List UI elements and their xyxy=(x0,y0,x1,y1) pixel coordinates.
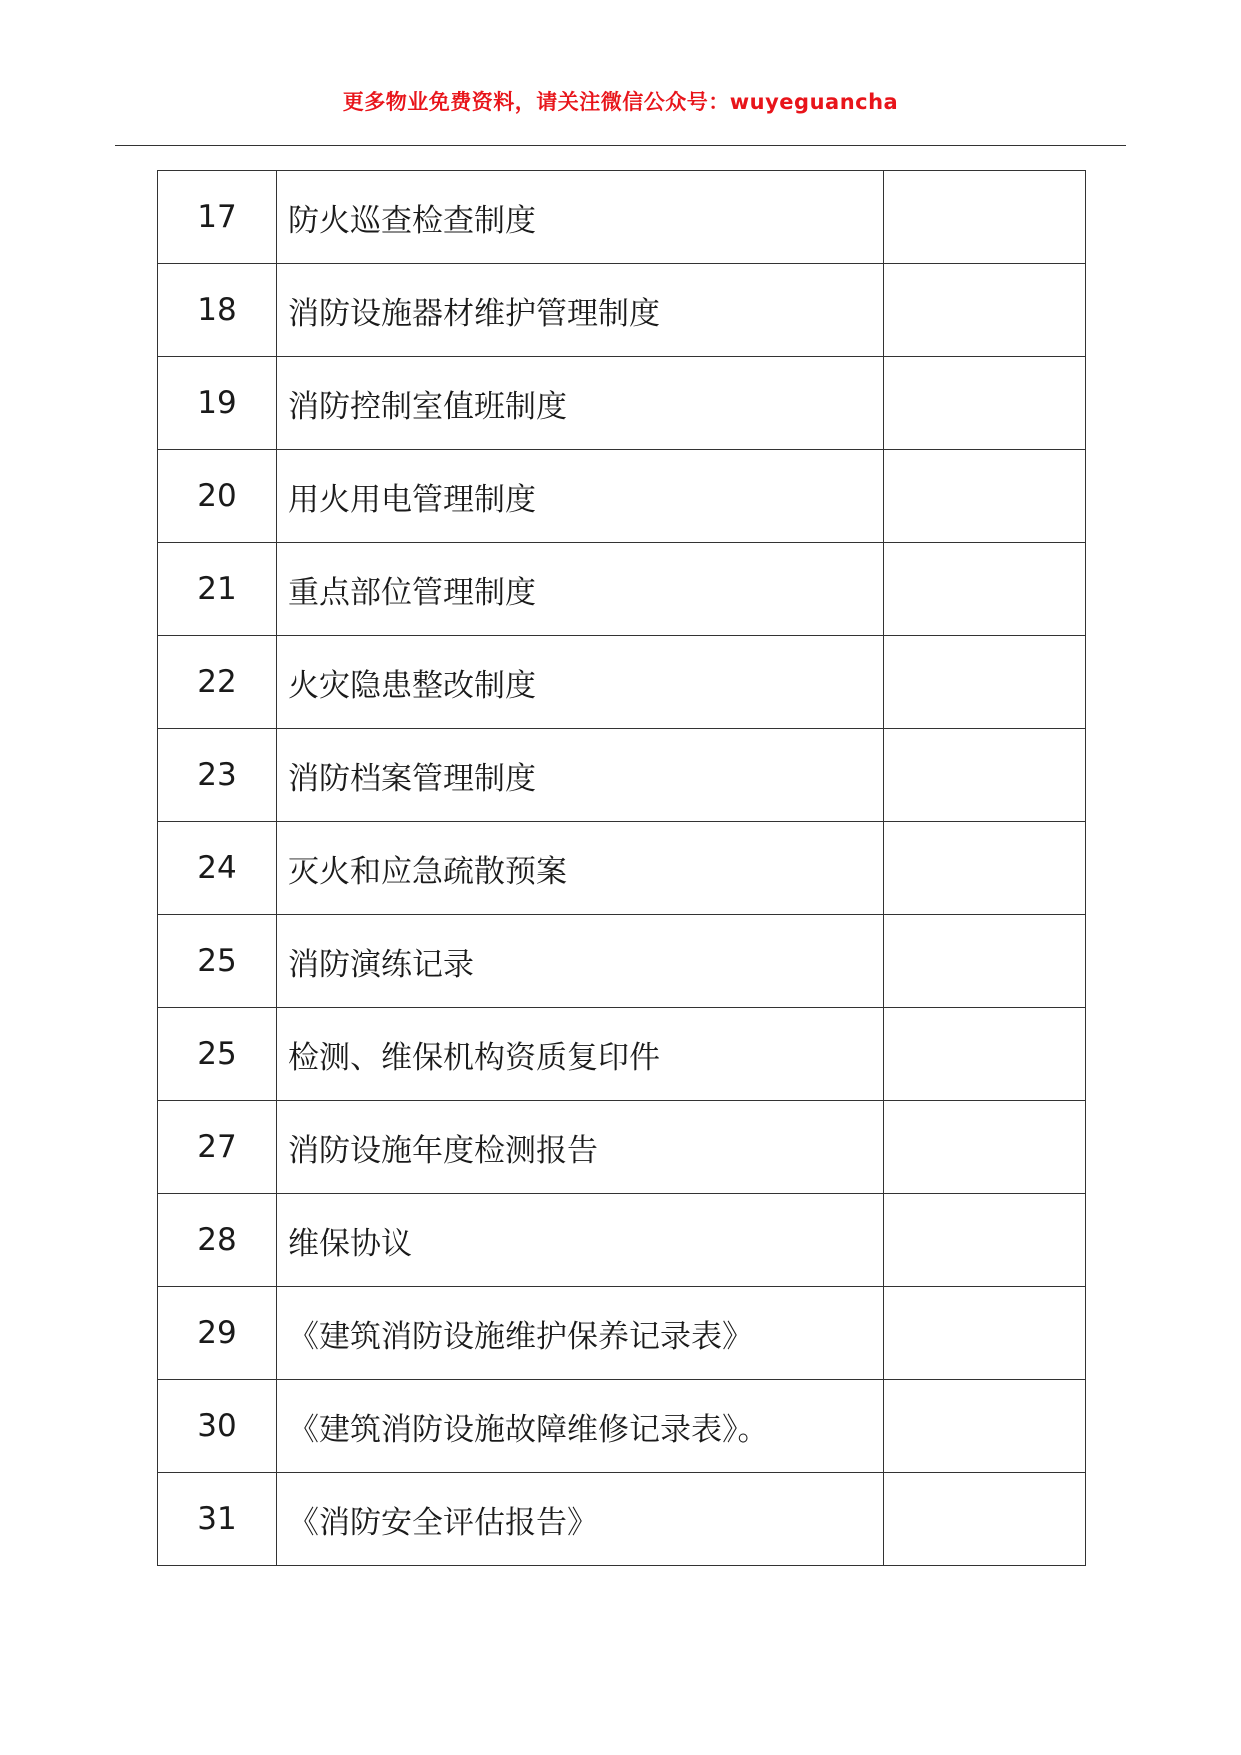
row-number-cell: 31 xyxy=(158,1473,277,1566)
row-number-cell: 21 xyxy=(158,543,277,636)
row-remark-cell xyxy=(884,450,1086,543)
row-item-cell: 防火巡查检查制度 xyxy=(277,171,884,264)
table-row xyxy=(158,915,1086,1008)
table-body xyxy=(158,171,1086,1566)
row-number-cell: 27 xyxy=(158,1101,277,1194)
row-remark-cell xyxy=(884,1380,1086,1473)
row-item-cell: 消防控制室值班制度 xyxy=(277,357,884,450)
table-row xyxy=(158,1473,1086,1566)
row-item-cell: 用火用电管理制度 xyxy=(277,450,884,543)
row-item-cell: 消防设施器材维护管理制度 xyxy=(277,264,884,357)
table-row xyxy=(158,357,1086,450)
table-row xyxy=(158,1380,1086,1473)
row-item-cell: 消防演练记录 xyxy=(277,915,884,1008)
row-item-cell: 《消防安全评估报告》 xyxy=(277,1473,884,1566)
row-remark-cell xyxy=(884,822,1086,915)
row-item-cell: 火灾隐患整改制度 xyxy=(277,636,884,729)
row-remark-cell xyxy=(884,1473,1086,1566)
row-remark-cell xyxy=(884,543,1086,636)
row-number-cell: 25 xyxy=(158,915,277,1008)
row-remark-cell xyxy=(884,915,1086,1008)
table-row xyxy=(158,171,1086,264)
table-row xyxy=(158,636,1086,729)
table-row xyxy=(158,1287,1086,1380)
row-remark-cell xyxy=(884,729,1086,822)
row-number-cell: 19 xyxy=(158,357,277,450)
row-remark-cell xyxy=(884,1008,1086,1101)
row-remark-cell xyxy=(884,171,1086,264)
row-item-cell: 维保协议 xyxy=(277,1194,884,1287)
table-row xyxy=(158,822,1086,915)
table-row xyxy=(158,450,1086,543)
document-table xyxy=(157,170,1086,1566)
table-row xyxy=(158,1008,1086,1101)
row-number-cell: 22 xyxy=(158,636,277,729)
row-item-cell: 消防档案管理制度 xyxy=(277,729,884,822)
row-item-cell: 消防设施年度检测报告 xyxy=(277,1101,884,1194)
table-row xyxy=(158,264,1086,357)
row-item-cell: 检测、维保机构资质复印件 xyxy=(277,1008,884,1101)
table-row xyxy=(158,1101,1086,1194)
table-row xyxy=(158,543,1086,636)
row-number-cell: 30 xyxy=(158,1380,277,1473)
row-item-cell: 重点部位管理制度 xyxy=(277,543,884,636)
row-item-cell: 灭火和应急疏散预案 xyxy=(277,822,884,915)
row-remark-cell xyxy=(884,1287,1086,1380)
row-item-cell: 《建筑消防设施维护保养记录表》 xyxy=(277,1287,884,1380)
row-remark-cell xyxy=(884,1101,1086,1194)
table-row xyxy=(158,729,1086,822)
row-number-cell: 17 xyxy=(158,171,277,264)
row-number-cell: 23 xyxy=(158,729,277,822)
row-remark-cell xyxy=(884,1194,1086,1287)
row-remark-cell xyxy=(884,636,1086,729)
header-divider xyxy=(115,145,1126,146)
row-number-cell: 25 xyxy=(158,1008,277,1101)
row-number-cell: 24 xyxy=(158,822,277,915)
table-row xyxy=(158,1194,1086,1287)
row-number-cell: 20 xyxy=(158,450,277,543)
row-number-cell: 18 xyxy=(158,264,277,357)
row-number-cell: 28 xyxy=(158,1194,277,1287)
row-remark-cell xyxy=(884,357,1086,450)
row-item-cell: 《建筑消防设施故障维修记录表》。 xyxy=(277,1380,884,1473)
row-number-cell: 29 xyxy=(158,1287,277,1380)
header-notice: 更多物业免费资料，请关注微信公众号：wuyeguancha xyxy=(342,90,899,114)
row-remark-cell xyxy=(884,264,1086,357)
